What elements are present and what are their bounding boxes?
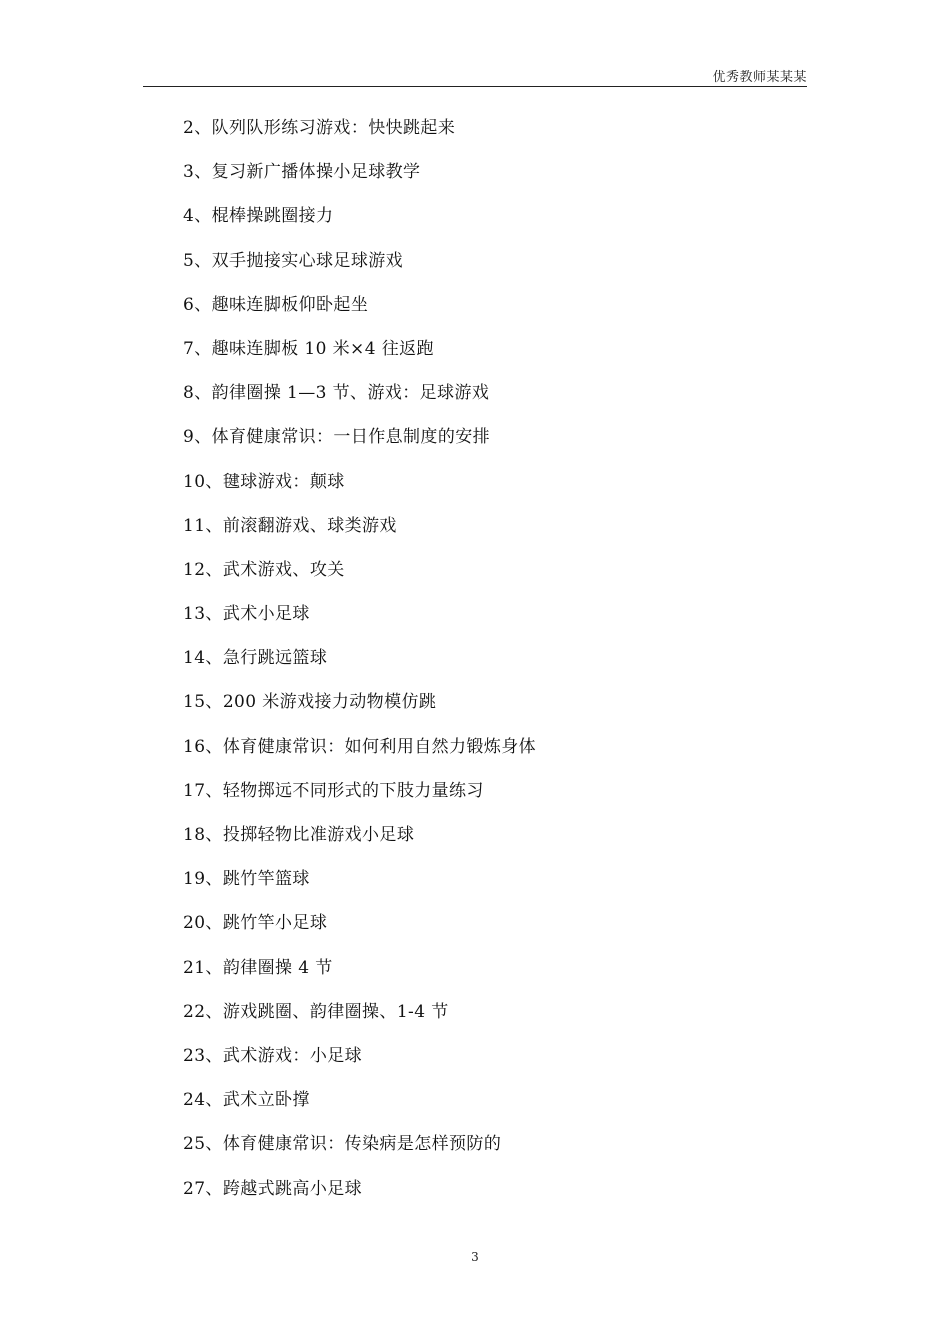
list-item: 27、跨越式跳高小足球 <box>183 1178 363 1199</box>
list-item: 16、体育健康常识：如何利用自然力锻炼身体 <box>183 736 537 757</box>
list-item: 13、武术小足球 <box>183 604 310 625</box>
list-item: 14、急行跳远篮球 <box>183 648 328 669</box>
list-item: 10、毽球游戏：颠球 <box>183 471 345 492</box>
lesson-list <box>183 113 536 1218</box>
list-item: 3、复习新广播体操小足球教学 <box>183 162 421 183</box>
list-item: 2、队列队形练习游戏：快快跳起来 <box>183 118 456 138</box>
list-item: 11、前滚翻游戏、球类游戏 <box>183 515 397 536</box>
list-item: 9、体育健康常识：一日作息制度的安排 <box>183 427 491 448</box>
list-item: 19、跳竹竿篮球 <box>183 869 310 890</box>
list-item: 20、跳竹竿小足球 <box>183 913 328 934</box>
list-item: 23、武术游戏：小足球 <box>183 1045 363 1066</box>
list-item: 17、轻物掷远不同形式的下肢力量练习 <box>183 780 484 801</box>
list-item: 22、游戏跳圈、韵律圈操、1-4 节 <box>183 1001 449 1022</box>
list-item: 8、韵律圈操 1—3 节、游戏：足球游戏 <box>183 383 490 404</box>
list-item: 15、200 米游戏接力动物模仿跳 <box>183 692 437 713</box>
list-item: 7、趣味连脚板 10 米×4 往返跑 <box>183 338 434 359</box>
list-item: 6、趣味连脚板仰卧起坐 <box>183 294 369 315</box>
page-header-author: 优秀教师某某某 <box>712 70 807 85</box>
list-item: 5、双手抛接实心球足球游戏 <box>183 250 404 271</box>
list-item: 25、体育健康常识：传染病是怎样预防的 <box>183 1134 502 1155</box>
list-item: 12、武术游戏、攻关 <box>183 559 345 580</box>
list-item: 24、武术立卧撑 <box>183 1090 310 1111</box>
list-item: 4、棍棒操跳圈接力 <box>183 206 334 227</box>
header-divider <box>143 86 807 87</box>
list-item: 18、投掷轻物比准游戏小足球 <box>183 825 415 845</box>
page-number: 3 <box>471 1250 479 1264</box>
list-item: 21、韵律圈操 4 节 <box>183 957 333 978</box>
